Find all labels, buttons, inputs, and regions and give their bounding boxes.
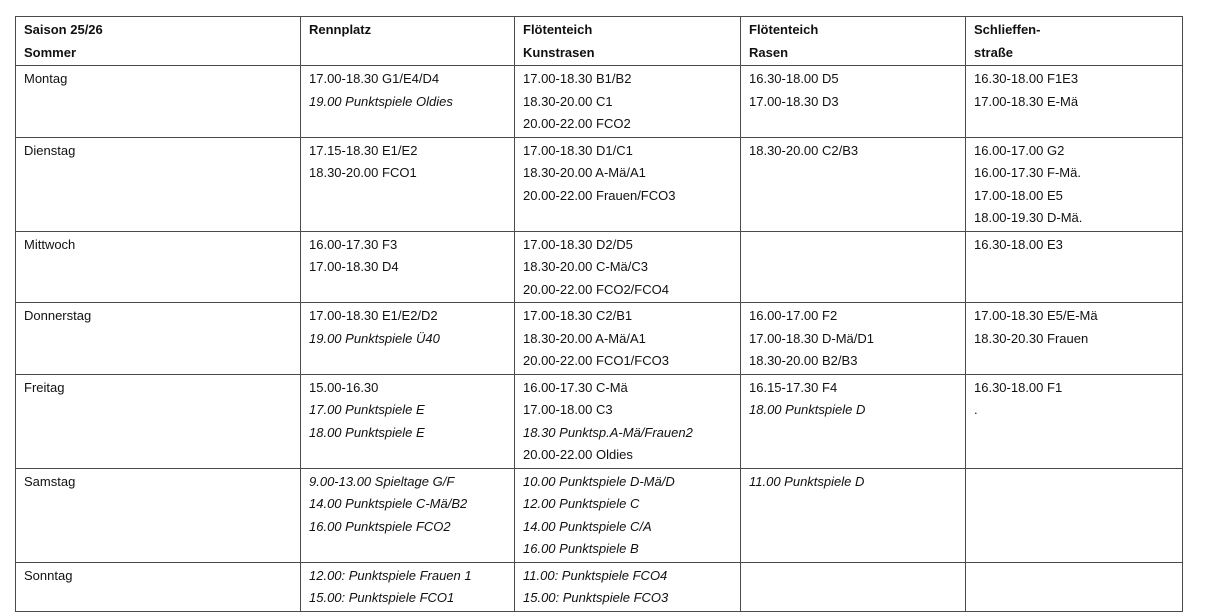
column-header-line2: Kunstrasen (523, 44, 595, 60)
schedule-cell (966, 303, 1183, 375)
match-entry: 11.00: Punktspiele FCO4 (523, 567, 668, 583)
schedule-cell (515, 137, 741, 231)
training-slot: 16.00-17.00 F2 (749, 308, 838, 323)
schedule-body (16, 66, 1183, 612)
match-entry: 19.00 Punktspiele Ü40 (309, 330, 440, 346)
day-row-freitag (16, 374, 1183, 468)
day-row-mittwoch (16, 231, 1183, 303)
training-slot: 18.30-20.00 C1 (523, 93, 613, 109)
match-entry: 10.00 Punktspiele D-Mä/D (523, 473, 675, 489)
match-entry: 15.00: Punktspiele FCO3 (523, 590, 669, 605)
day-cell (16, 562, 301, 611)
training-slot: 17.00-18.30 G1/E4/D4 (309, 71, 440, 86)
schedule-cell (966, 66, 1183, 138)
schedule-cell (966, 137, 1183, 231)
header-row (16, 17, 1183, 66)
training-slot: 20.00-22.00 Frauen/FCO3 (523, 187, 676, 203)
training-slot: 17.00-18.30 E1/E2/D2 (309, 308, 438, 323)
training-slot: 16.15-17.30 F4 (749, 379, 838, 395)
schedule-cell (301, 231, 515, 303)
training-slot: 16.00-17.30 F3 (309, 236, 398, 252)
training-slot: 18.30-20.00 A-Mä/A1 (523, 330, 646, 346)
schedule-cell (515, 374, 741, 468)
match-entry: 18.00 Punktspiele E (309, 424, 425, 440)
match-entry: 16.00 Punktspiele FCO2 (309, 518, 451, 534)
training-schedule-table (15, 16, 1183, 612)
day-cell (16, 231, 301, 303)
training-slot: 15.00-16.30 (309, 379, 379, 395)
match-entry: 17.00 Punktspiele E (309, 402, 425, 417)
match-entry: 18.30 Punktsp.A-Mä/Frauen2 (523, 424, 693, 440)
column-header-line1: Flötenteich (523, 22, 593, 37)
day-row-samstag (16, 468, 1183, 562)
match-entry: 14.00 Punktspiele C/A (523, 518, 652, 534)
day-cell (16, 468, 301, 562)
match-entry: 14.00 Punktspiele C-Mä/B2 (309, 496, 468, 511)
schedule-cell (301, 303, 515, 375)
column-header-line1: Flötenteich (749, 22, 819, 37)
schedule-cell (515, 303, 741, 375)
schedule-cell (966, 231, 1183, 303)
schedule-cell (301, 468, 515, 562)
schedule-cell (741, 468, 966, 562)
training-slot: 17.00-18.00 E5 (974, 187, 1063, 203)
day-label: Samstag (24, 473, 76, 489)
match-entry: 18.00 Punktspiele D (749, 402, 866, 417)
schedule-cell (741, 231, 966, 303)
training-slot: 20.00-22.00 FCO1/FCO3 (523, 353, 669, 368)
training-slot: 20.00-22.00 FCO2/FCO4 (523, 281, 669, 297)
match-entry: 9.00-13.00 Spieltage G/F (309, 473, 455, 489)
training-slot: 16.30-18.00 E3 (974, 236, 1063, 252)
training-slot: 17.00-18.30 D4 (309, 259, 399, 274)
training-slot: 20.00-22.00 FCO2 (523, 116, 631, 131)
training-slot: 17.15-18.30 E1/E2 (309, 142, 418, 158)
column-header-line2: Rasen (749, 44, 789, 60)
schedule-cell (741, 137, 966, 231)
day-cell (16, 137, 301, 231)
day-label: Donnerstag (24, 308, 92, 323)
match-entry: 16.00 Punktspiele B (523, 541, 639, 556)
day-row-dienstag (16, 137, 1183, 231)
training-slot: 17.00-18.30 C2/B1 (523, 308, 633, 323)
day-row-sonntag (16, 562, 1183, 611)
training-slot: 18.30-20.00 FCO1 (309, 165, 417, 180)
training-slot: 17.00-18.00 C3 (523, 402, 613, 417)
schedule-cell (966, 562, 1183, 611)
training-slot: 18.30-20.00 C2/B3 (749, 142, 859, 158)
training-slot: 18.30-20.30 Frauen (974, 330, 1089, 346)
column-header-schlieffenstrasse (966, 17, 1183, 66)
column-header-floetenteich-rasen (741, 17, 966, 66)
schedule-cell (301, 137, 515, 231)
training-slot: 18.30-20.00 A-Mä/A1 (523, 165, 646, 180)
day-label: Freitag (24, 379, 65, 395)
schedule-cell (515, 562, 741, 611)
day-row-donnerstag (16, 303, 1183, 375)
training-slot: 17.00-18.30 E5/E-Mä (974, 308, 1098, 323)
day-row-montag (16, 66, 1183, 138)
schedule-cell (966, 374, 1183, 468)
training-slot: 17.00-18.30 E-Mä (974, 93, 1079, 109)
training-slot: 17.00-18.30 D3 (749, 93, 839, 109)
training-slot: 17.00-18.30 D1/C1 (523, 142, 633, 158)
training-slot: 20.00-22.00 Oldies (523, 447, 633, 462)
training-slot: 16.00-17.30 F-Mä. (974, 165, 1081, 180)
schedule-cell (741, 562, 966, 611)
training-slot: 17.00-18.30 D-Mä/D1 (749, 330, 875, 346)
season-subtitle: Sommer (24, 44, 77, 60)
training-slot: 17.00-18.30 B1/B2 (523, 71, 632, 86)
schedule-cell (301, 562, 515, 611)
schedule-cell (515, 231, 741, 303)
training-slot: 18.00-19.30 D-Mä. (974, 210, 1083, 225)
schedule-cell (301, 66, 515, 138)
day-label: Mittwoch (24, 236, 76, 252)
day-cell (16, 303, 301, 375)
day-label: Dienstag (24, 142, 76, 158)
training-slot: 16.30-18.00 D5 (749, 71, 839, 86)
training-slot: 16.30-18.00 F1E3 (974, 71, 1079, 86)
day-cell (16, 66, 301, 138)
schedule-cell (741, 303, 966, 375)
match-entry: 15.00: Punktspiele FCO1 (309, 590, 455, 605)
day-label: Sonntag (24, 567, 73, 583)
season-title: Saison 25/26 (24, 22, 103, 37)
column-header-line1: Schlieffen- (974, 22, 1041, 37)
day-cell (16, 374, 301, 468)
training-slot: . (974, 402, 978, 417)
column-header-floetenteich-kunstrasen (515, 17, 741, 66)
match-entry: 11.00 Punktspiele D (749, 473, 865, 489)
training-slot: 17.00-18.30 D2/D5 (523, 236, 633, 252)
training-slot: 16.00-17.30 C-Mä (523, 379, 628, 395)
schedule-cell (741, 374, 966, 468)
season-header-cell (16, 17, 301, 66)
match-entry: 19.00 Punktspiele Oldies (309, 93, 453, 109)
schedule-cell (515, 66, 741, 138)
schedule-cell (741, 66, 966, 138)
training-slot: 18.30-20.00 C-Mä/C3 (523, 259, 649, 274)
column-header-rennplatz (301, 17, 515, 66)
day-label: Montag (24, 71, 68, 86)
schedule-cell (301, 374, 515, 468)
training-slot: 18.30-20.00 B2/B3 (749, 353, 858, 368)
schedule-cell (966, 468, 1183, 562)
match-entry: 12.00 Punktspiele C (523, 496, 640, 511)
column-header-line2: straße (974, 44, 1014, 60)
schedule-cell (515, 468, 741, 562)
training-slot: 16.30-18.00 F1 (974, 379, 1063, 395)
match-entry: 12.00: Punktspiele Frauen 1 (309, 567, 472, 583)
column-header-line1: Rennplatz (309, 22, 372, 37)
training-slot: 16.00-17.00 G2 (974, 142, 1065, 158)
